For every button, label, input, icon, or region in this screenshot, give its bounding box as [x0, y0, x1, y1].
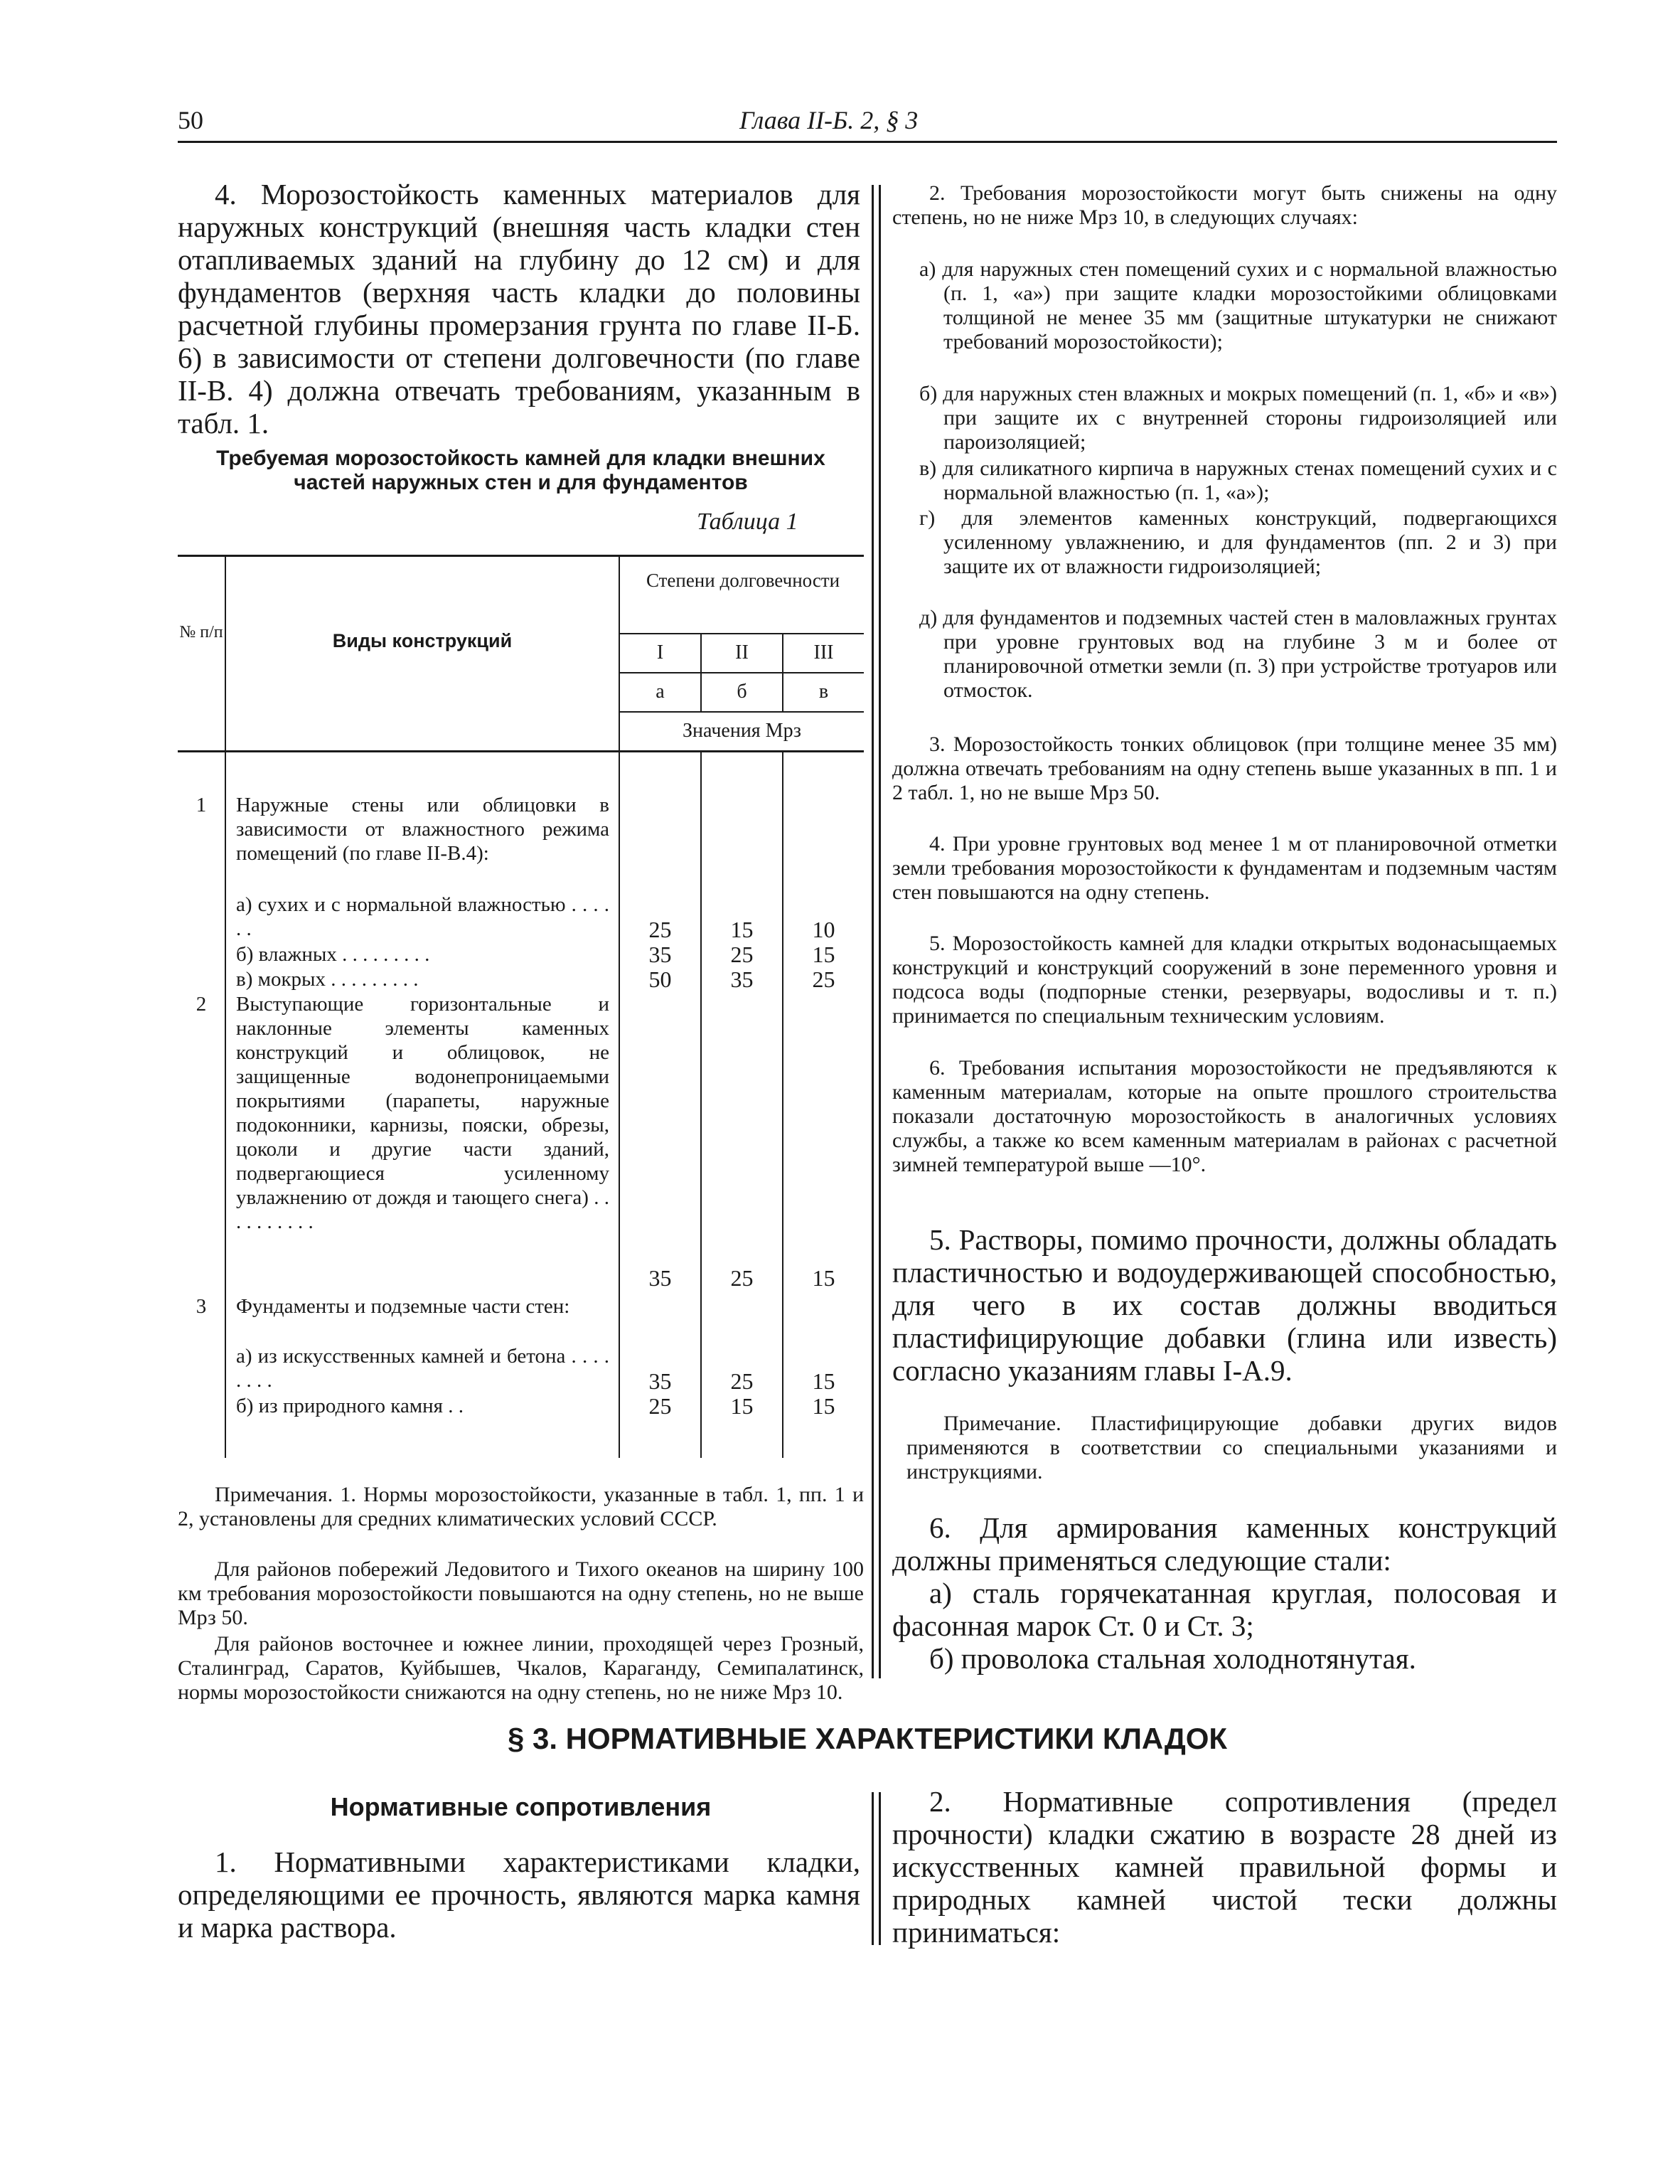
table-header-rule: [178, 750, 864, 752]
item-2-d: д) для фундаментов и подземных частей стен в маловлажных грунтах при уровне грунтовых вод на глубине 3 м и более от планировочной отметки земли (п. 3) при устройстве тротуаров или отмосток.: [919, 606, 1557, 702]
row-1b-text: б) влажных . . . . . . . . .: [236, 943, 430, 966]
header-letter-v: в: [818, 681, 829, 703]
frost-resistance-table: [178, 555, 864, 1458]
header-durability: Степени долговечности: [646, 570, 840, 591]
row-1a-text: а) сухих и с нормальной влажностью . . . . . .: [236, 893, 609, 940]
table-note-1: Примечания. 1. Нормы морозостойкости, указанные в табл. 1, пп. 1 и 2, установлены для средних климатических условий СССР.: [178, 1483, 864, 1530]
item-6-steel-paragraph: 6. Для армирования каменных конструкций должны применяться следующие стали:: [892, 1511, 1557, 1577]
letter-sub-rule: [619, 711, 864, 713]
section-3-subtitle: Нормативные сопротивления: [330, 1792, 712, 1821]
row-3b-text: б) из природного камня . .: [236, 1395, 464, 1417]
item-2-a: а) для наружных стен помещений сухих и с нормальной влажностью (п. 1, «а») при защите кладки морозостойкими облицовками толщиной не менее 35 мм (защитные штукатурки не снижают требований морозостойкости);: [919, 257, 1557, 353]
item-5-mortar-paragraph: 5. Растворы, помимо прочности, должны обладать пластичностью и водоудерживающей способностью, для чего в их состав должны вводиться пластифицирующие добавки (глина или известь) согласно указаниям главы I-А.9.: [892, 1223, 1557, 1387]
table-label: Таблица 1: [697, 508, 798, 535]
section-3-title: § 3. НОРМАТИВНЫЕ ХАРАКТЕРИСТИКИ КЛАДОК: [507, 1722, 1228, 1755]
row-1b-value-1: 35: [648, 942, 672, 967]
column-rule-bottom-left: [872, 1792, 874, 1945]
row-2-value-2: 25: [730, 1265, 754, 1291]
row-1a-value-3: 10: [812, 917, 835, 942]
row-3b-value-1: 25: [648, 1393, 672, 1419]
column-rule-bottom-right: [879, 1792, 881, 1945]
deg2-body-rule: [782, 750, 783, 1458]
item-2-intro: 2. Требования морозостойкости могут быть снижены на одну степень, но не ниже Мрз 10, в следующих случаях:: [892, 181, 1557, 229]
table-note-3: Для районов восточнее и южнее линии, проходящей через Грозный, Сталинград, Саратов, Куйбышев, Чкалов, Караганду, Семипалатинск, нормы морозостойкости снижаются на одну степень, но не ниже Мрз 10.: [178, 1632, 864, 1704]
column-rule-top-right: [879, 185, 881, 1678]
header-degree-2: II: [735, 641, 749, 664]
header-degree-3: III: [813, 641, 834, 664]
section-3-item-1: 1. Нормативными характеристиками кладки, определяющими ее прочность, являются марка камня и марка раствора.: [178, 1845, 860, 1944]
item-5-right-paragraph: 5. Морозостойкость камней для кладки открытых водонасыщаемых конструкций и конструкций сооружений в зоне переменного уровня и подсоса воды (подпорные стенки, резервуары, водосливы и т. п.) принимается по специальным техническим условиям.: [892, 932, 1557, 1028]
durability-sub-rule: [619, 633, 864, 634]
row-3b-value-3: 15: [812, 1393, 835, 1419]
row-3a-text: а) из искусственных камней и бетона . . . . . . . .: [236, 1345, 609, 1392]
section-3-item-2: 2. Нормативные сопротивления (предел прочности) кладки сжатию в возрасте 28 дней из искусственных камней правильной формы и природных камней чистой тески должны приниматься:: [892, 1785, 1557, 1949]
row-1v-value-3: 25: [812, 966, 835, 992]
row-3a-value-1: 35: [648, 1368, 672, 1394]
page-number: 50: [178, 106, 203, 134]
item-6-a: а) сталь горячекатанная круглая, полосовая и фасонная марок Ст. 0 и Ст. 3;: [892, 1577, 1557, 1642]
row-1b-value-3: 15: [812, 942, 835, 967]
header-rule: [178, 141, 1557, 143]
header-types: Виды конструкций: [332, 630, 513, 651]
table-caption: Требуемая морозостойкость камней для кладки внешних частей наружных стен и для фундаментов: [216, 447, 825, 494]
row-1a-value-1: 25: [648, 917, 672, 942]
header-letter-b: б: [737, 681, 747, 703]
header-degree-1: I: [656, 641, 664, 664]
row-1-number: 1: [196, 794, 207, 816]
row-3-text: Фундаменты и подземные части стен:: [236, 1295, 570, 1318]
item-2-g: г) для элементов каменных конструкций, подвергающихся усиленному увлажнению, и для фундаментов (пп. 2 и 3) при защите их от влажности гидроизоляцией;: [919, 506, 1557, 578]
running-head: Глава II-Б. 2, § 3: [739, 106, 919, 134]
column-rule-top-left: [872, 185, 874, 1678]
item-6-right-paragraph: 6. Требования испытания морозостойкости не предъявляются к каменным материалам, которые на опыте прошлого строительства показали достаточную морозостойкость в аналогичных условиях службы, а также ко всем каменным материалам в районах с расчетной зимней температурой выше —10°.: [892, 1056, 1557, 1176]
row-2-number: 2: [196, 993, 207, 1016]
degree-sub-rule: [619, 672, 864, 673]
row-2-value-1: 35: [648, 1265, 672, 1291]
row-1v-text: в) мокрых . . . . . . . . .: [236, 968, 419, 991]
row-1a-value-2: 15: [730, 917, 754, 942]
item-5-note: Примечание. Пластифицирующие добавки других видов применяются в соответствии со специальными указаниями и инструкциями.: [906, 1412, 1557, 1483]
item-2-v: в) для силикатного кирпича в наружных стенах помещений сухих и с нормальной влажностью (п. 1, «а»);: [919, 457, 1557, 504]
row-1-text: Наружные стены или облицовки в зависимости от влажностного режима помещений (по главе II-В.4):: [236, 794, 609, 865]
row-3b-value-2: 15: [730, 1393, 754, 1419]
item-4-right-paragraph: 4. При уровне грунтовых вод менее 1 м от планировочной отметки земли требования морозостойкости к фундаментам и подземным частям стен повышаются на одну степень.: [892, 832, 1557, 904]
table-top-rule: [178, 555, 864, 557]
item-6-b: б) проволока стальная холоднотянутая.: [929, 1642, 1416, 1675]
header-letter-a: а: [656, 681, 665, 703]
item-4-paragraph: 4. Морозостойкость каменных материалов для наружных конструкций (внешняя часть кладки стен отапливаемых зданий на глубину до 12 см) и для фундаментов (верхняя часть кладки до половины расчетной глубины промерзания грунта по главе II-Б. 6) в зависимости от степени долговечности (по главе II-В. 4) должна отвечать требованиям, указанным в табл. 1.: [178, 178, 860, 440]
table-note-2: Для районов побережий Ледовитого и Тихого океанов на ширину 100 км требования морозостойкости повышаются на одну степень, но не выше Мрз 50.: [178, 1557, 864, 1629]
header-number: № п/п: [179, 623, 223, 641]
row-1v-value-1: 50: [648, 966, 672, 992]
row-3a-value-2: 25: [730, 1368, 754, 1394]
row-1v-value-2: 35: [730, 966, 754, 992]
row-3-number: 3: [196, 1295, 207, 1318]
row-2-text: Выступающие горизонтальные и наклонные элементы каменных конструкций и облицовок, не защищенные водонепроницаемыми покрытиями (парапеты, наружные подоконники, карнизы, пояски, обрезы, цоколи и другие части зданий, подвергающиеся усиленному увлажнению от дождя и тающего снега) . . . . . . . . . .: [236, 993, 609, 1233]
row-1b-value-2: 25: [730, 942, 754, 967]
item-3-paragraph: 3. Морозостойкость тонких облицовок (при толщине менее 35 мм) должна отвечать требованиям на одну степень выше указанных в пп. 1 и 2 табл. 1, но не выше Мрз 50.: [892, 733, 1557, 804]
header-values: Значения Мрз: [683, 720, 801, 742]
item-2-b: б) для наружных стен влажных и мокрых помещений (п. 1, «б» и «в») при защите их с внутренней стороны гидроизоляцией или пароизоляцией;: [919, 382, 1557, 454]
row-2-value-3: 15: [812, 1265, 835, 1291]
deg1-body-rule: [700, 750, 702, 1458]
row-3a-value-3: 15: [812, 1368, 835, 1394]
